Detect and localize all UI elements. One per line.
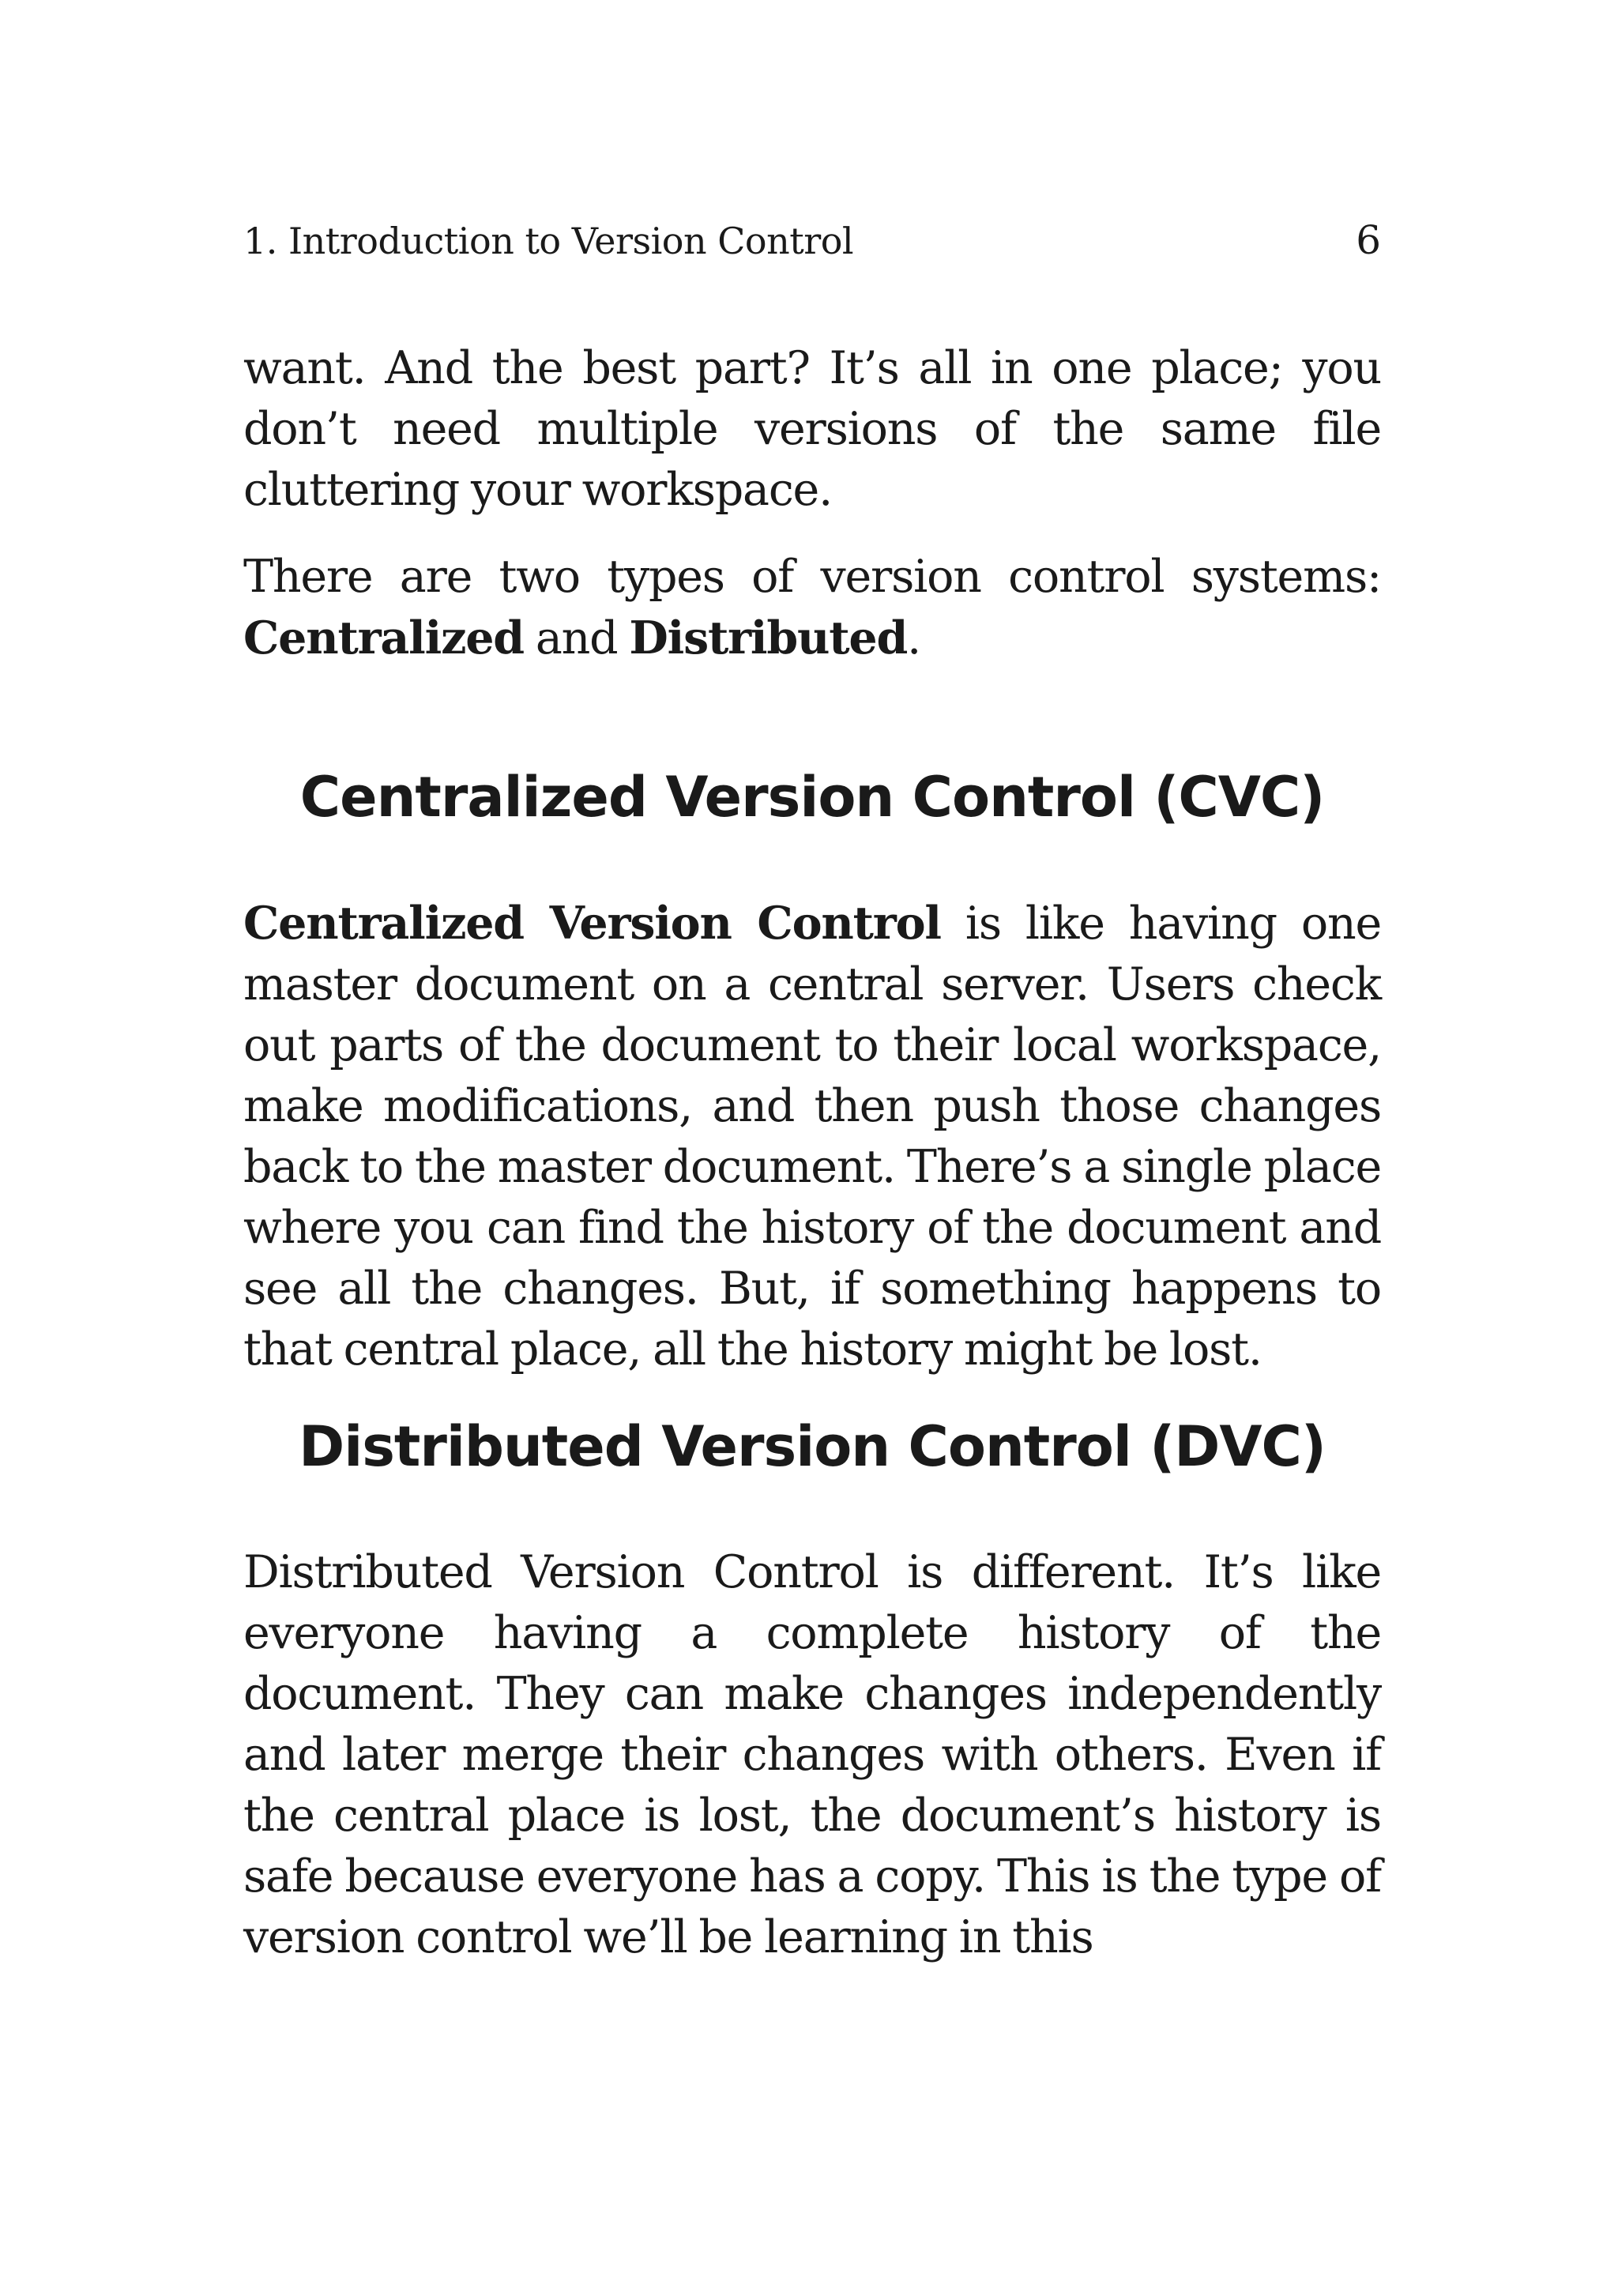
paragraph-vcs-types	[243, 547, 1381, 669]
book-page	[243, 0, 1381, 2296]
section-heading-cvc: Centralized Version Control (CVC)	[299, 765, 1325, 830]
text-fragment: .	[907, 612, 921, 664]
chapter-title: 1. Introduction to Version Control	[243, 220, 854, 262]
section-heading-dvc: Distributed Version Control (DVC)	[299, 1414, 1326, 1479]
running-header	[243, 215, 1381, 266]
paragraph-cvc	[243, 893, 1381, 1380]
term-distributed: Distributed	[629, 612, 908, 664]
text-fragment: There are two types of version control systems:	[243, 551, 1381, 603]
term-centralized: Centralized	[243, 612, 524, 664]
paragraph-intro-continuation: want. And the best part? It’s all in one place; you don’t need multiple versions of the same file cluttering your workspace.	[243, 342, 1381, 516]
cvc-description: is like having one master document on a central server. Users check out parts of the document to their local workspace, make modifications, and then push those changes back to the master document. There’s a single place where you can find the history of the document and see all the changes. But, if something happens to that central place, all the history might be lost.	[243, 898, 1381, 1376]
term-cvc: Centralized Version Control	[243, 897, 941, 950]
page-number: 6	[1356, 217, 1381, 263]
text-fragment: and	[523, 612, 630, 664]
paragraph-dvc: Distributed Version Control is different. It’s like everyone having a complete history of the document. They can make changes independently and later merge their changes with others. Even if the central place is lost, the document’s history is safe because everyone has a copy. This is the type of version control we’ll be learning in this	[243, 1546, 1381, 1963]
